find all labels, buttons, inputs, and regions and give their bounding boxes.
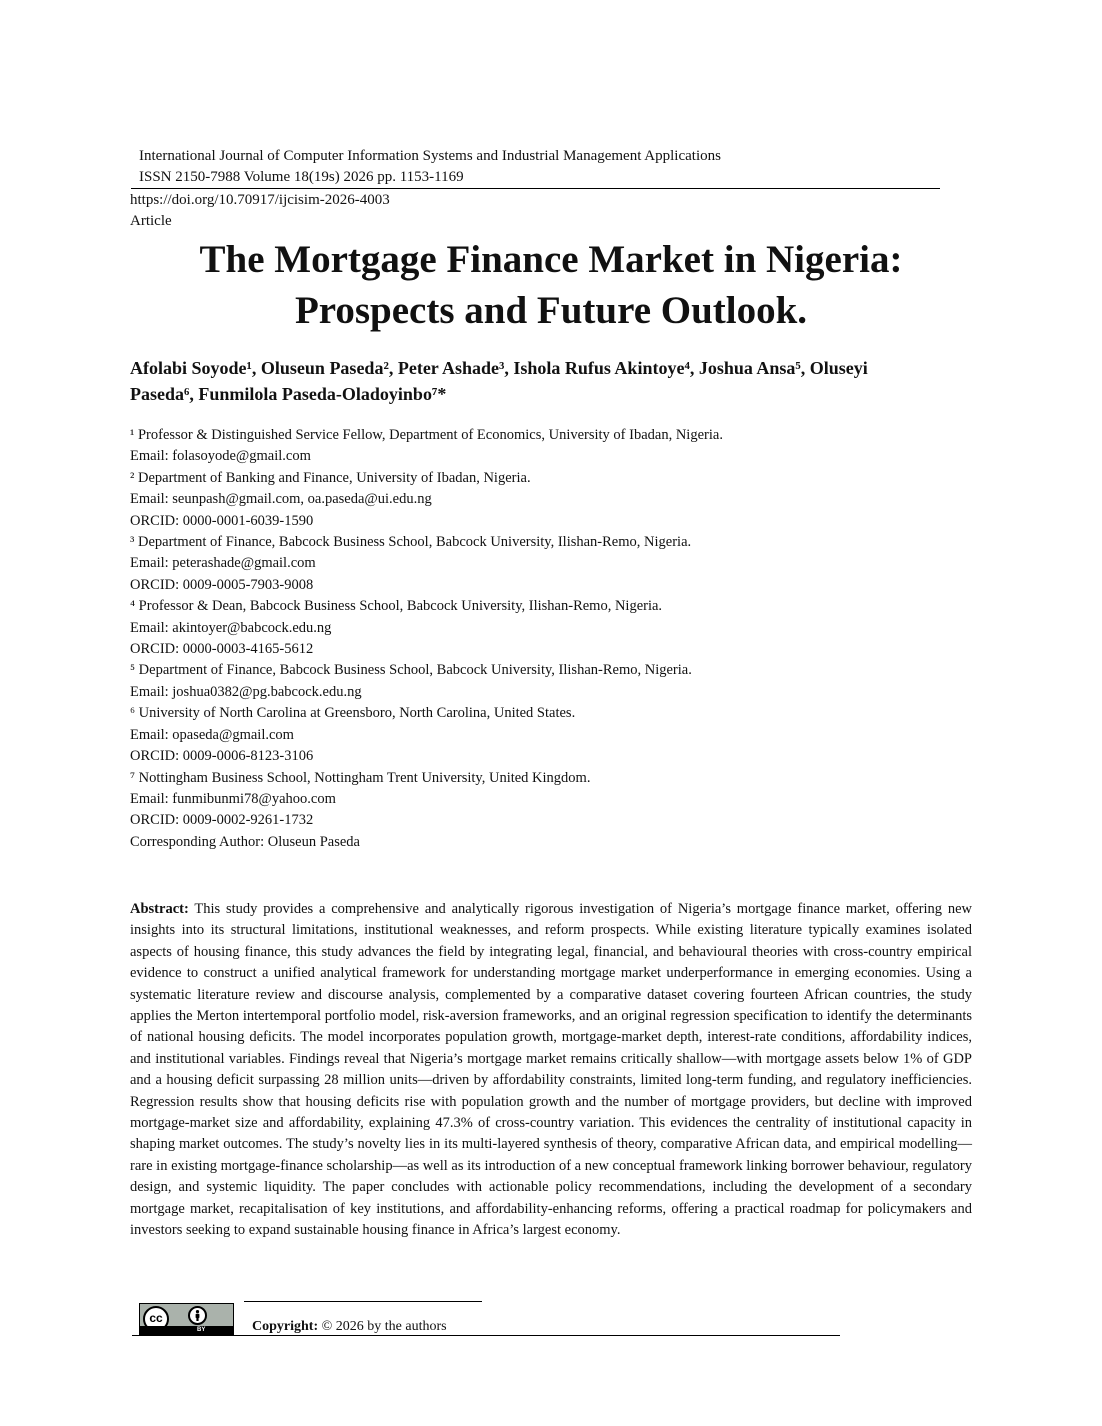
article-type: Article — [130, 213, 172, 229]
license-strip — [140, 1326, 233, 1335]
affiliation-line: ⁵ Department of Finance, Babcock Business School, Babcock University, Ilishan-Remo, Nigeria. — [130, 662, 692, 679]
footer-divider-short — [244, 1301, 482, 1302]
attribution-person-icon — [188, 1306, 207, 1325]
affiliation-line: ⁷ Nottingham Business School, Nottingham Trent University, United Kingdom. — [130, 769, 591, 786]
abstract-label: Abstract: — [130, 901, 189, 917]
abstract — [130, 899, 972, 1242]
title-line-2: Prospects and Future Outlook. — [294, 289, 808, 332]
journal-header — [139, 146, 721, 188]
affiliation-line: ¹ Professor & Distinguished Service Fellow, Department of Economics, University of Ibadan, Nigeria. — [130, 427, 723, 443]
authors-line-2: Paseda⁶, Funmilola Paseda-Oladoyinbo⁷* — [130, 384, 447, 404]
affiliation-line: Email: seunpash@gmail.com, oa.paseda@ui.edu.ng — [130, 491, 432, 508]
journal-name: International Journal of Computer Information Systems and Industrial Management Applications — [139, 148, 721, 164]
affiliation-line: ORCID: 0009-0006-8123-3106 — [130, 748, 314, 765]
corresponding-author: Corresponding Author: Oluseun Paseda — [130, 833, 360, 850]
copyright-text: © 2026 by the authors — [321, 1319, 447, 1334]
affiliations — [130, 425, 972, 853]
doi-link[interactable]: https://doi.org/10.70917/ijcisim-2026-4003 — [130, 192, 390, 208]
header-divider — [131, 188, 940, 189]
authors-line-1: Afolabi Soyode¹, Oluseun Paseda², Peter Ashade³, Ishola Rufus Akintoye⁴, Joshua Ansa⁵, Oluseyi — [130, 358, 868, 378]
affiliation-line: ² Department of Banking and Finance, University of Ibadan, Nigeria. — [130, 469, 531, 486]
footer-divider-long — [132, 1335, 840, 1336]
affiliation-line: ³ Department of Finance, Babcock Business School, Babcock University, Ilishan-Remo, Nigeria. — [130, 534, 692, 551]
affiliation-line: Email: folasoyode@gmail.com — [130, 448, 311, 465]
copyright-notice — [252, 1318, 447, 1335]
affiliation-line: ⁴ Professor & Dean, Babcock Business School, Babcock University, Ilishan-Remo, Nigeria. — [130, 598, 663, 615]
affiliation-line: ORCID: 0009-0005-7903-9008 — [130, 576, 314, 593]
affiliation-line: Email: joshua0382@pg.babcock.edu.ng — [130, 683, 362, 700]
affiliation-line: ORCID: 0000-0003-4165-5612 — [130, 641, 314, 658]
issn-line: ISSN 2150-7988 Volume 18(19s) 2026 pp. 1153-1169 — [139, 169, 464, 185]
by-label: BY — [197, 1327, 206, 1333]
affiliation-line: ORCID: 0000-0001-6039-1590 — [130, 512, 314, 529]
abstract-text: This study provides a comprehensive and analytically rigorous investigation of Nigeria’s mortgage finance market, offering new insights into its structural limitations, institutional weaknesses, and reform prospects. While existing literature typically examines isolated aspects of housing finance, this study advances the field by integrating legal, financial, and behavioural theories with cross-country empirical evidence to construct a unified analytical framework for understanding mortgage market underperformance in emerging economies. Using a systematic literature review and discourse analysis, complemented by a comparative dataset covering fourteen African countries, the study applies the Merton intertemporal portfolio model, risk-aversion frameworks, and an original regression specification to identify the determinants of national housing deficits. The model incorporates population growth, mortgage-market depth, interest-rate conditions, affordability indices, and institutional variables. Findings reveal that Nigeria’s mortgage market remains critically shallow—with mortgage assets below 1% of GDP and a housing deficit surpassing 28 million units—driven by affordability constraints, limited long-term funding, and regulatory inefficiencies. Regression results show that housing deficits rise with population growth and the number of mortgage providers, but decline with improved mortgage-market size and affordability, explaining 47.3% of cross-country variation. This evidences the centrality of institutional capacity in shaping market outcomes. The study’s novelty lies in its multi-layered synthesis of theory, comparative African data, and empirical modelling—rare in existing mortgage-finance scholarship—as well as its introduction of a new conceptual framework linking borrower behaviour, regulatory design, and systemic liquidity. The paper concludes with actionable policy recommendations, including the development of a secondary mortgage market, recapitalisation of key institutions, and affordability-enhancing reforms, offering a practical roadmap for policymakers and investors seeking to expand sustainable housing finance in Africa’s largest economy. — [130, 901, 972, 1239]
paper-title — [130, 234, 972, 336]
affiliation-line: ORCID: 0009-0002-9261-1732 — [130, 812, 314, 829]
cc-by-license-icon[interactable] — [139, 1303, 234, 1336]
affiliation-line: Email: opaseda@gmail.com — [130, 726, 294, 743]
author-list — [130, 355, 972, 407]
affiliation-line: Email: akintoyer@babcock.edu.ng — [130, 619, 332, 636]
cc-icon: cc — [143, 1306, 169, 1332]
title-line-1: The Mortgage Finance Market in Nigeria: — [199, 238, 903, 281]
doi-block — [130, 190, 390, 232]
affiliation-line: Email: funmibunmi78@yahoo.com — [130, 790, 336, 807]
copyright-label: Copyright: — [252, 1319, 319, 1334]
affiliation-line: ⁶ University of North Carolina at Greensboro, North Carolina, United States. — [130, 705, 576, 722]
affiliation-line: Email: peterashade@gmail.com — [130, 555, 316, 572]
